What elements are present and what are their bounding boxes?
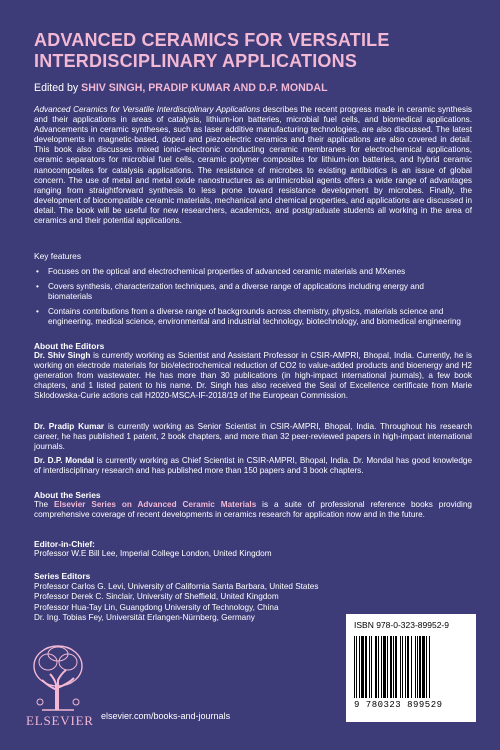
editors-prefix: Edited by: [34, 82, 79, 94]
editor-bio-text: is currently working as Senior Scientist in CSIR-AMPRI, Bhopal, India. Throughout his research career, he has published 1 patent, 2 book chapters, and more than 32 peer-reviewed papers in high-impact international journals.: [34, 422, 472, 452]
barcode-stripe: [430, 636, 431, 698]
series-editor: Professor Hua-Tay Lin, Guangdong University of Technology, China: [34, 602, 279, 612]
description-title: Advanced Ceramics for Versatile Interdisciplinary Applications: [34, 105, 261, 114]
series-editor: Professor Derek C. Sinclair, University of Sheffield, United Kingdom: [34, 592, 279, 602]
key-feature-item: • Covers synthesis, characterization techniques, and a diverse range of applications including energy and biomaterials: [34, 282, 464, 302]
editor-name: Dr. Pradip Kumar: [34, 422, 105, 431]
description: [34, 105, 472, 226]
barcode-number: 9 780323 899529: [354, 700, 443, 710]
about-series-heading: About the Series: [34, 490, 101, 500]
editor-bio: [34, 351, 472, 401]
description-body: describes the recent progress made in ceramic synthesis and their applications in areas of catalysis, lithium-ion batteries, microbial fuel cells, and biomedical applications. Advancements in ceramic syntheses, such as laser additive manufacturing technologies, are also discussed. The latest developments in magnetic-based, doped and piezoelectric ceramics and their applications are also covered in detail. This book also discusses mixed ionic–electronic conducting ceramic membranes for electrochemical applications, ceramic separators for microbial fuel cells, ceramic polymer composites for lithium-ion batteries, and hybrid ceramic nanocomposites for catalysis applications. The resistance of microbes to existing antibiotics is an issue of global concern. The use of metal and metal oxide nanostructures as antimicrobial agents offers a wide range of advantages ranging from straightforward synthesis to less prone toward resistance development by microbes. Finally, the development of biocompatible ceramic materials, mechanical and chemical properties, and applications are discussed in detail. The book will be useful for new researchers, academics, and postgraduate students all working in the area of ceramics and their potential applications.: [34, 105, 472, 226]
series-text: is a suite of professional reference books providing comprehensive coverage of recent developments in ceramics research for application now and in the future.: [34, 500, 472, 520]
book-title: ADVANCED CERAMICS FOR VERSATILE INTERDISCIPLINARY APPLICATIONS: [34, 30, 390, 71]
barcode-box: [346, 614, 476, 722]
editors-line: [34, 82, 328, 94]
editor-bio: [34, 456, 472, 476]
editor-name: Dr. D.P. Mondal: [34, 456, 94, 465]
series-editor: Professor Carlos G. Levi, University of California Santa Barbara, United States: [34, 582, 319, 591]
editors-names: SHIV SINGH, PRADIP KUMAR AND D.P. MONDAL: [81, 82, 328, 94]
key-feature-item: • Contains contributions from a diverse range of backgrounds across chemistry, physics, materials science and engineering, medical science, environmental and industrial technology, biotechnology, and biomedical engineering: [34, 307, 464, 327]
editor-bio-text: is currently working as Chief Scientist in CSIR-AMPRI, Bhopal, India. Dr. Mondal has good knowledge of interdisciplinary research and has published more than 150 papers and 3 book chapters.: [34, 456, 473, 476]
publisher-name: ELSEVIER: [26, 713, 94, 728]
series-description: [34, 500, 472, 520]
series-prefix: The: [34, 500, 49, 509]
isbn: ISBN 978-0-323-89952-9: [354, 620, 449, 630]
editor-bio: [34, 422, 472, 452]
key-feature-item: • Focuses on the optical and electrochemical properties of advanced ceramic materials and MXenes: [34, 267, 464, 277]
editor-in-chief: Professor W.E Bill Lee, Imperial College London, United Kingdom: [34, 549, 272, 558]
barcode: [354, 636, 468, 698]
key-features-heading: Key features: [34, 251, 82, 261]
editor-bio-text: is currently working as Scientist and Assistant Professor in CSIR-AMPRI, Bhopal, India. Currently, he is working on electrode materials for bio/electrochemical reduction of CO2 to value-added products and bioenergy and H2 generation from wastewater. He has more than 30 publications (in high-impact international journals), a few book chapters, and 1 listed patent to his name. Dr. Singh has also received the Seal of Excellence certificate from Marie Sklodowska-Curie actions call H2020-MSCA-IF-2018/19 of the European Commission.: [34, 351, 472, 401]
editor-in-chief-heading: Editor-in-Chief:: [34, 539, 95, 549]
series-editors-heading: Series Editors: [34, 571, 91, 581]
about-editors-heading: About the Editors: [34, 341, 105, 351]
elsevier-tree-logo: [28, 640, 88, 714]
editor-name: Dr. Shiv Singh: [34, 351, 91, 360]
series-editor: Dr. Ing. Tobias Fey, Universität Erlangen-Nürnberg, Germany: [34, 613, 255, 623]
publisher-url: elsevier.com/books-and-journals: [101, 711, 231, 721]
series-name: Elsevier Series on Advanced Ceramic Materials: [54, 500, 257, 509]
